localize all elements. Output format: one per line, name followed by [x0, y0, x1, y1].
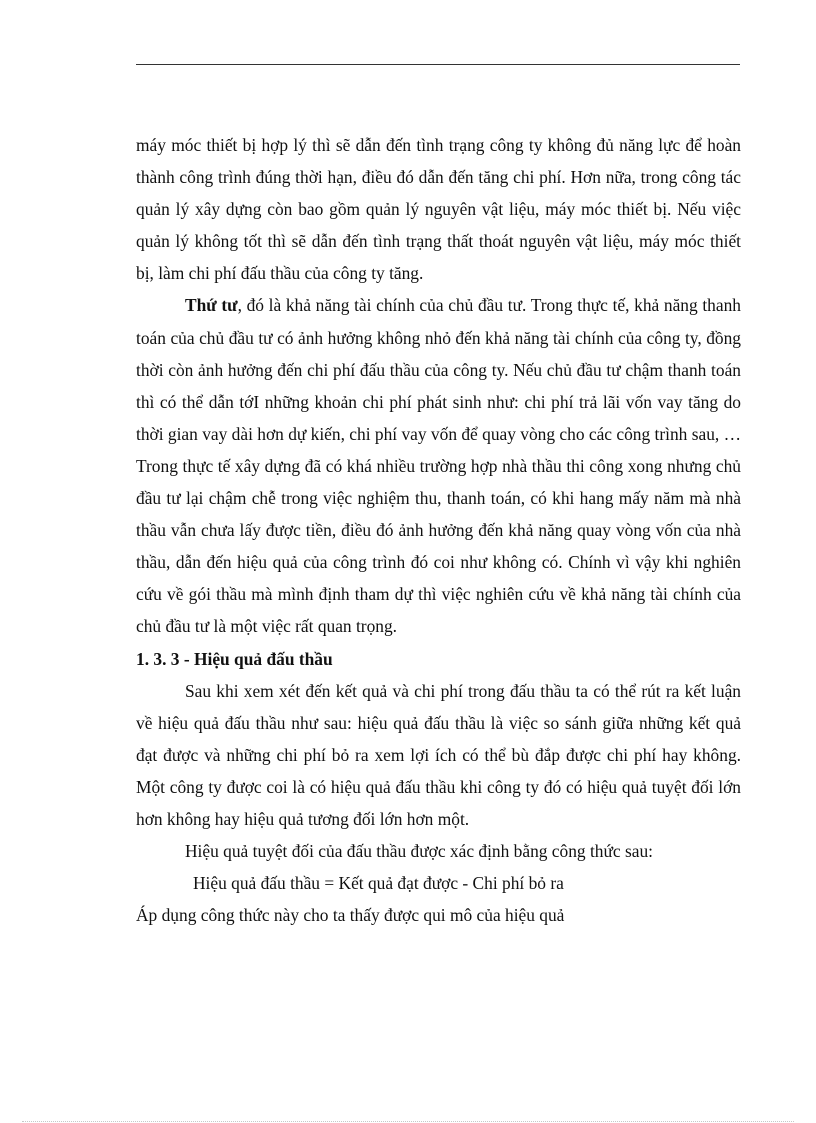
paragraph: Áp dụng công thức này cho ta thấy được qui mô của hiệu quả — [136, 905, 565, 926]
document-body — [136, 129, 741, 931]
paragraph: Sau khi xem xét đến kết quả và chi phí trong đấu thầu ta có thể rút ra kết luận về hiệu quả đấu thầu như sau: hiệu quả đấu thầu là việc so sánh giữa những kết quả đạt được và những chi phí bỏ ra xem lợi ích có thể bù đắp được chi phí hay không. Một công ty được coi là có hiệu quả đấu thầu khi công ty đó có hiệu quả tuyệt đối lớn hơn không hay hiệu quả tương đối lớn hơn một. — [136, 680, 741, 829]
paragraph: Hiệu quả tuyệt đối của đấu thầu được xác định bằng công thức sau: — [185, 841, 653, 862]
section-heading: 1. 3. 3 - Hiệu quả đấu thầu — [136, 648, 333, 669]
paragraph: máy móc thiết bị hợp lý thì sẽ dẫn đến tình trạng công ty không đủ năng lực để hoàn thành công trình đúng thời hạn, điều đó dẫn đến tăng chi phí. Hơn nữa, trong công tác quản lý xây dựng còn bao gồm quản lý nguyên vật liệu, máy móc thiết bị. Nếu việc quản lý không tốt thì sẽ dẫn đến tình trạng thất thoát nguyên vật liệu, máy móc thiết bị, làm chi phí đấu thầu của công ty tăng. — [136, 135, 741, 284]
paragraph-lead: Thứ tư — [185, 295, 238, 316]
header-rule — [136, 64, 740, 65]
paragraph — [136, 289, 741, 642]
paragraph-text: , đó là khả năng tài chính của chủ đầu tư. Trong thực tế, khả năng thanh toán của chủ đầu tư có ảnh hưởng không nhỏ đến khả năng tài chính của công ty, đồng thời còn ảnh hưởng đến chi phí đấu thầu của công ty. Nếu chủ đầu tư chậm thanh toán thì có thể dẫn tớI những khoản chi phí phát sinh như: chi phí trả lãi vốn vay tăng do thời gian vay dài hơn dự kiến, chi phí vay vốn để quay vòng cho các công trình sau, …Trong thực tế xây dựng đã có khá nhiều trường hợp nhà thầu thi công xong nhưng chủ đầu tư lại chậm chễ trong việc nghiệm thu, thanh toán, có khi hang mấy năm mà nhà thầu vẫn chưa lấy được tiền, điều đó ảnh hưởng đến khả năng quay vòng vốn của nhà thầu, dẫn đến hiệu quả của công trình đó coi như không có. Chính vì vậy khi nghiên cứu về gói thầu mà mình định tham dự thì việc nghiên cứu về khả năng tài chính của chủ đầu tư là một việc rất quan trọng. — [136, 295, 741, 637]
page-bottom-edge — [22, 1121, 794, 1122]
formula: Hiệu quả đấu thầu = Kết quả đạt được - Chi phí bỏ ra — [193, 873, 564, 894]
